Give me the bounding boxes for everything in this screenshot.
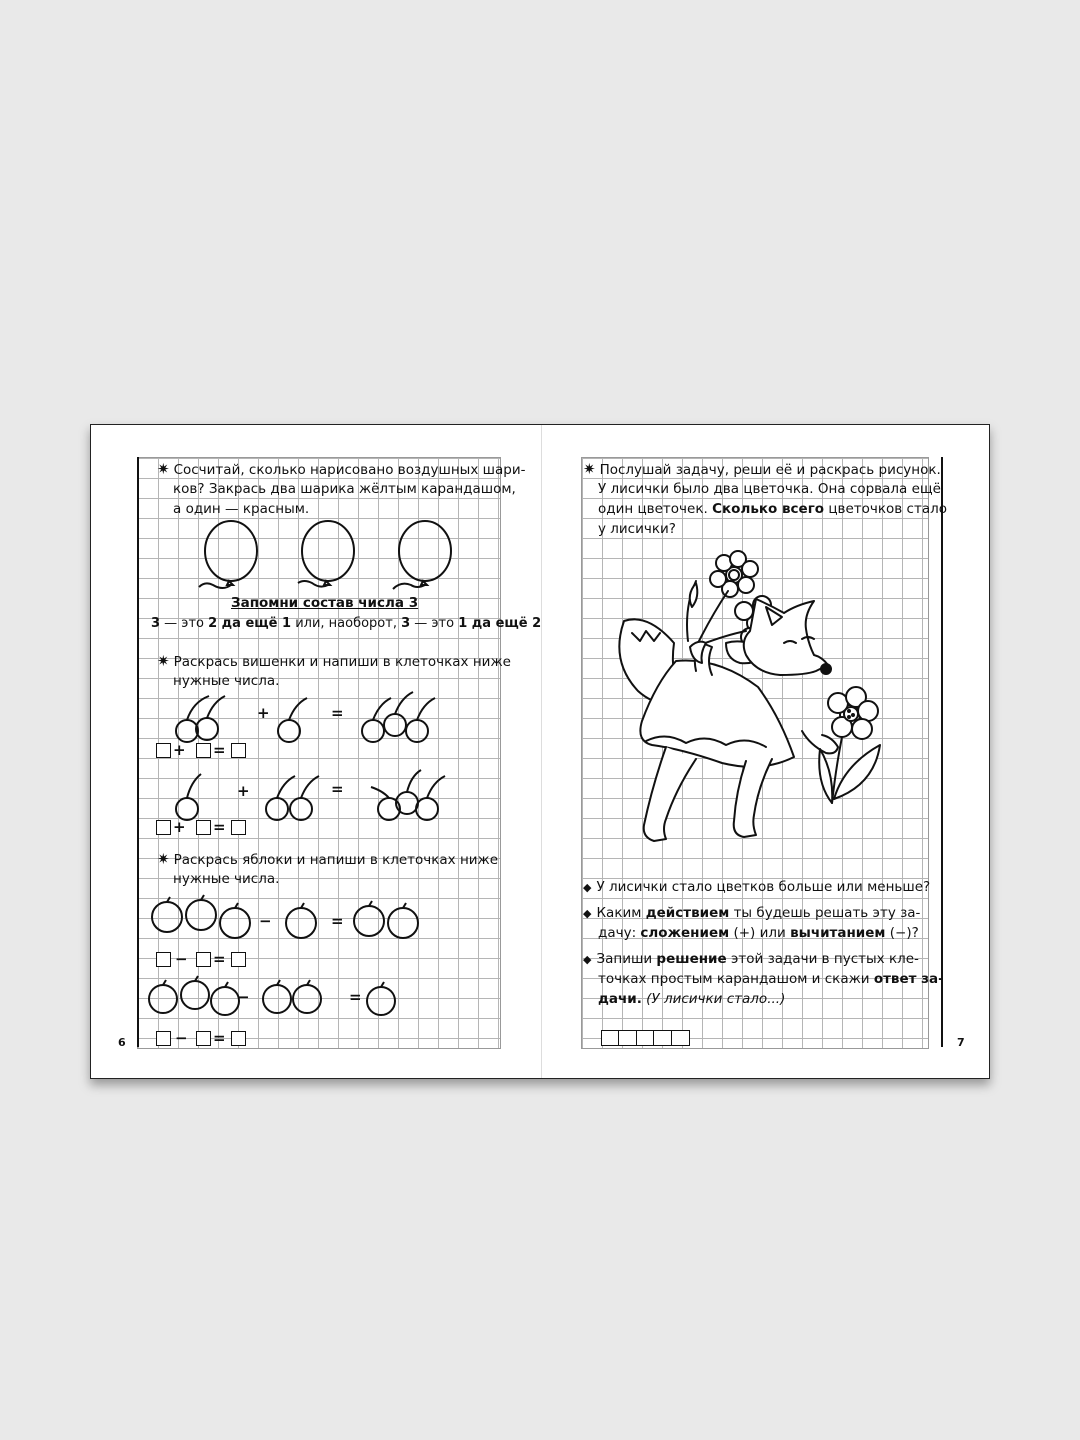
answer-cell[interactable] — [653, 1030, 672, 1046]
question-2-line2: дачу: сложением (+) или вычитанием (−)? — [598, 925, 919, 941]
open-workbook — [90, 424, 990, 1079]
question-3-line2: точках простым карандашом и скажи ответ за- — [598, 971, 944, 987]
answer-cell[interactable] — [671, 1030, 690, 1046]
task2-line1: ✷ Раскрась вишенки и напиши в клеточках ниже — [157, 652, 511, 670]
answer-box[interactable] — [231, 1031, 246, 1046]
fox-with-flowers-illustration — [606, 551, 856, 867]
equals-sign: = — [213, 741, 226, 759]
answer-box[interactable] — [231, 820, 246, 835]
equals-sign: = — [213, 1029, 226, 1047]
answer-cell[interactable] — [601, 1030, 620, 1046]
equals-sign: = — [331, 912, 344, 930]
answer-box[interactable] — [196, 1031, 211, 1046]
left-margin-line — [137, 457, 139, 1047]
task3-line2: нужные числа. — [173, 871, 280, 887]
remember-heading: Запомни состав числа 3 — [231, 595, 419, 611]
answer-cells — [601, 1030, 688, 1046]
star-bullet-icon: ✷ — [157, 460, 170, 478]
answer-box[interactable] — [156, 820, 171, 835]
question-3-line3: дачи. (У лисички стало...) — [598, 991, 786, 1007]
task2-line2: нужные числа. — [173, 673, 280, 689]
plus-sign: + — [257, 704, 270, 722]
plus-sign: + — [237, 782, 250, 800]
right-margin-line — [941, 457, 943, 1047]
answer-box[interactable] — [196, 743, 211, 758]
equals-sign: = — [331, 780, 344, 798]
page-number-right: 7 — [957, 1036, 965, 1049]
answer-cell[interactable] — [636, 1030, 655, 1046]
answer-box[interactable] — [196, 952, 211, 967]
remember-text: 3 — это 2 да ещё 1 или, наоборот, 3 — это 1 да ещё 2 — [151, 616, 542, 631]
star-bullet-icon: ✷ — [157, 652, 170, 670]
balloons-illustration — [191, 517, 461, 589]
minus-sign: − — [259, 912, 272, 930]
minus-sign: − — [175, 950, 188, 968]
task1-line2: ков? Закрась два шарика жёлтым карандашом, — [173, 481, 516, 497]
answer-box[interactable] — [156, 952, 171, 967]
page-number-left: 6 — [118, 1036, 126, 1049]
diamond-bullet-icon: ◆ — [583, 907, 592, 920]
task1-line1: ✷ Сосчитай, сколько нарисовано воздушных шари- — [157, 460, 526, 478]
book-spine — [541, 425, 542, 1078]
answer-box[interactable] — [196, 820, 211, 835]
diamond-bullet-icon: ◆ — [583, 953, 592, 966]
right-task1-line2: У лисички было два цветочка. Она сорвала ещё — [598, 481, 941, 497]
minus-sign: − — [237, 988, 250, 1006]
plus-sign: + — [173, 741, 186, 759]
question-3-line1: ◆ Запиши решение этой задачи в пустых кле- — [583, 951, 919, 967]
minus-sign: − — [175, 1029, 188, 1047]
equals-sign: = — [349, 988, 362, 1006]
question-1: ◆ У лисички стало цветков больше или меньше? — [583, 879, 931, 895]
answer-box[interactable] — [231, 952, 246, 967]
plus-sign: + — [173, 818, 186, 836]
answer-box[interactable] — [156, 743, 171, 758]
star-bullet-icon: ✷ — [583, 460, 596, 478]
diamond-bullet-icon: ◆ — [583, 881, 592, 894]
right-task1-line1: ✷ Послушай задачу, реши её и раскрась рисунок. — [583, 460, 941, 478]
answer-box[interactable] — [231, 743, 246, 758]
task1-line3: а один — красным. — [173, 501, 310, 517]
equals-sign: = — [213, 818, 226, 836]
equals-sign: = — [331, 704, 344, 722]
apples-row-1 — [151, 895, 431, 945]
answer-box[interactable] — [156, 1031, 171, 1046]
equals-sign: = — [213, 950, 226, 968]
apples-row-2 — [147, 975, 407, 1025]
answer-cell[interactable] — [618, 1030, 637, 1046]
right-task1-line4: у лисички? — [598, 521, 676, 537]
star-bullet-icon: ✷ — [157, 850, 170, 868]
question-2-line1: ◆ Каким действием ты будешь решать эту за- — [583, 905, 921, 921]
right-task1-line3: один цветочек. Сколько всего цветочков стало — [598, 501, 947, 517]
task3-line1: ✷ Раскрась яблоки и напиши в клеточках ниже — [157, 850, 499, 868]
